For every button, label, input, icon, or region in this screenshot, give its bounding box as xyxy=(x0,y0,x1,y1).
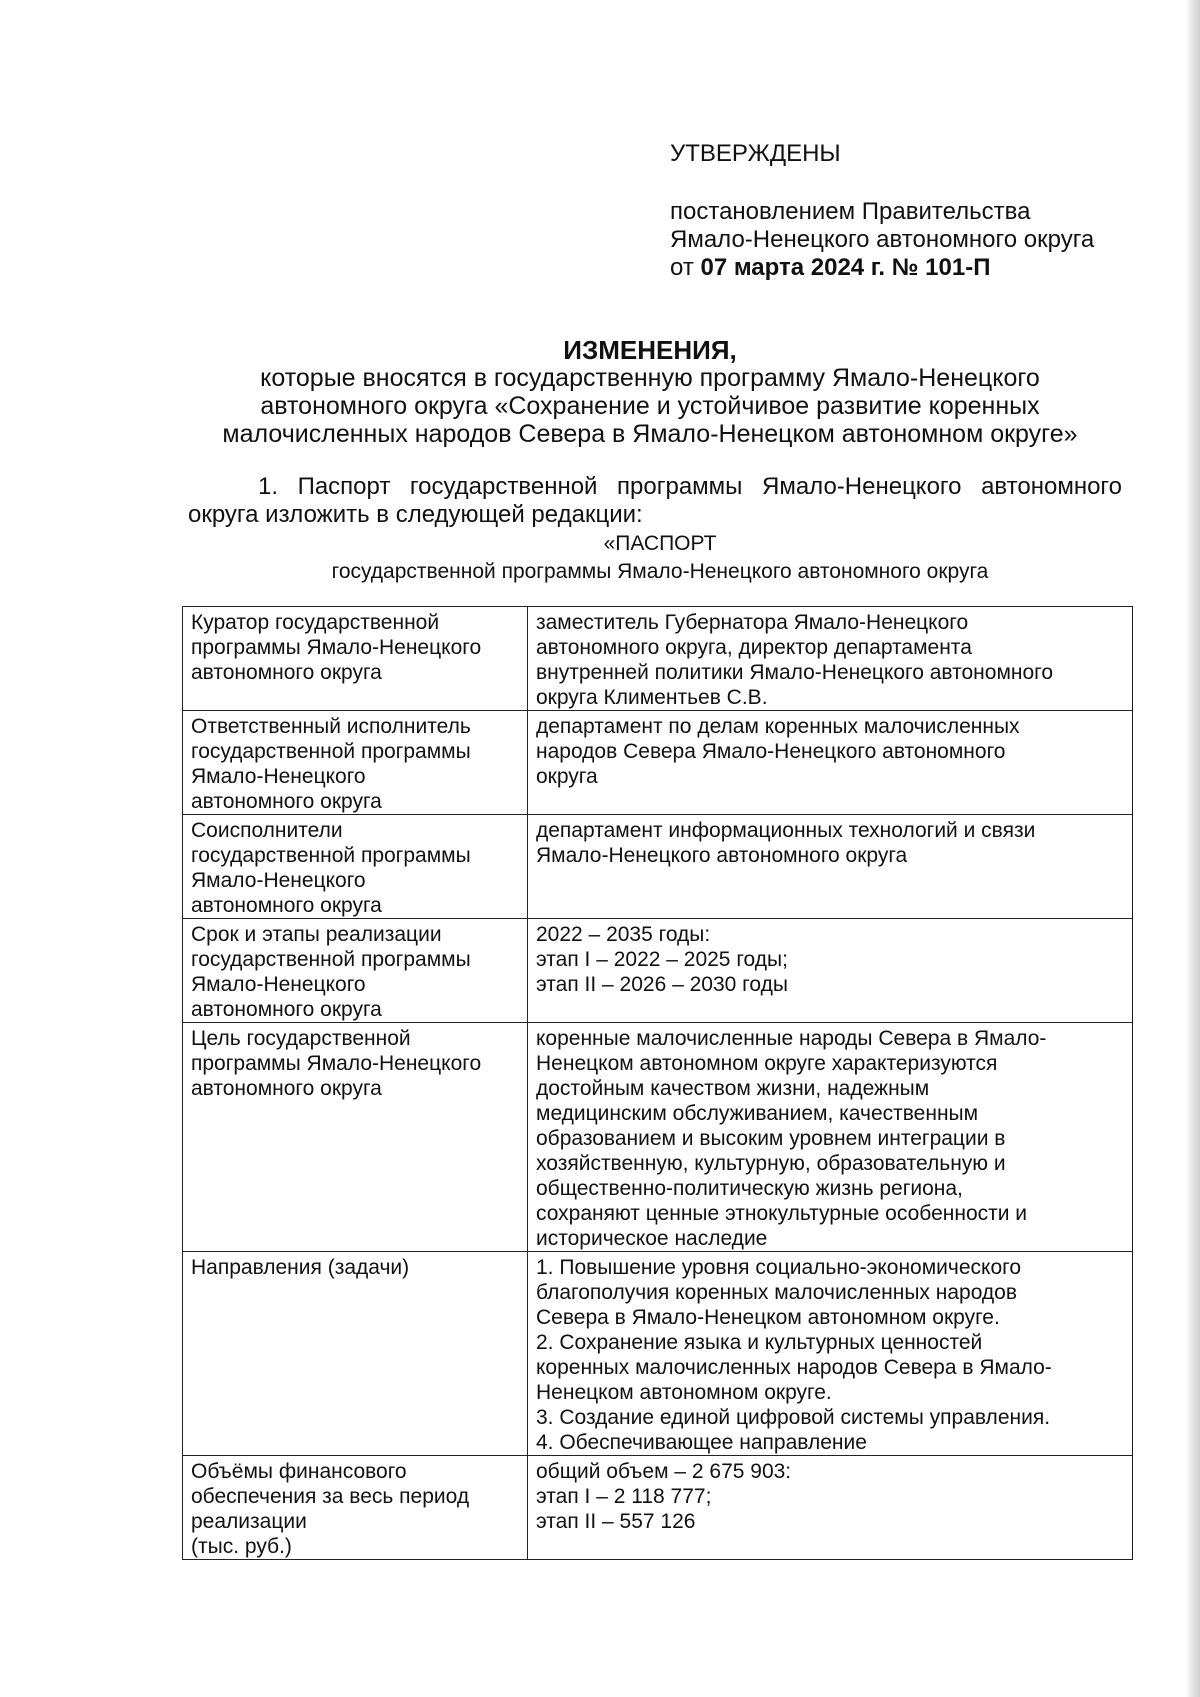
passport-value-cell xyxy=(528,1456,1133,1560)
passport-label-line: реализации xyxy=(191,1510,307,1533)
passport-label-line: автономного округа xyxy=(191,661,382,684)
passport-label-line: Куратор государственной xyxy=(191,611,440,634)
approval-title: УТВЕРЖДЕНЫ xyxy=(670,140,841,167)
passport-label-line: государственной программы xyxy=(191,740,471,763)
passport-label-cell xyxy=(183,1023,528,1252)
passport-value-line: образованием и высоким уровнем интеграции в xyxy=(536,1127,1006,1150)
approval-date-number: 07 марта 2024 г. № 101-П xyxy=(700,254,991,281)
passport-label-line: Объёмы финансового xyxy=(191,1460,407,1483)
passport-value-line: Ненецком автономном округе. xyxy=(536,1381,832,1404)
passport-label-line: обеспечения за весь период xyxy=(191,1485,470,1508)
passport-value-line: 4. Обеспечивающее направление xyxy=(536,1431,867,1454)
approval-date-prefix: от xyxy=(670,254,694,281)
page-edge-shadow xyxy=(1186,0,1200,1697)
passport-label-cell xyxy=(183,607,528,711)
passport-value-cell xyxy=(528,711,1133,815)
passport-label-line: программы Ямало-Ненецкого xyxy=(191,1052,482,1075)
passport-value-line: Ямало-Ненецкого автономного округа xyxy=(536,844,908,867)
passport-label-cell xyxy=(183,1252,528,1456)
passport-row xyxy=(183,1252,1133,1456)
approval-line-1: постановлением Правительства xyxy=(670,198,1031,225)
passport-value-line: этап II – 2026 – 2030 годы xyxy=(536,973,788,996)
passport-value-line: этап II – 557 126 xyxy=(536,1510,696,1533)
passport-value-line: медицинским обслуживанием, качественным xyxy=(536,1102,979,1125)
passport-label-line: (тыс. руб.) xyxy=(191,1535,292,1558)
item-1-paragraph: 1. Паспорт государственной программы Ямало-Ненецкого автономного округа изложить в следующей редакции: xyxy=(188,473,1122,528)
passport-label-line: автономного округа xyxy=(191,790,382,813)
passport-label-line: Направления (задачи) xyxy=(191,1256,410,1279)
passport-value-cell xyxy=(528,815,1133,919)
passport-label-cell xyxy=(183,815,528,919)
changes-subtitle-line-2: автономного округа «Сохранение и устойчивое развитие коренных xyxy=(260,392,1040,420)
passport-label-cell xyxy=(183,1456,528,1560)
passport-label-line: Ямало-Ненецкого xyxy=(191,869,366,892)
passport-row xyxy=(183,1023,1133,1252)
passport-label-line: Соисполнители xyxy=(191,819,343,842)
passport-table xyxy=(182,606,1133,1560)
approval-date-line xyxy=(670,254,1150,282)
passport-value-line: 2022 – 2035 годы: xyxy=(536,923,711,946)
passport-value-line: округа xyxy=(536,765,598,788)
passport-value-cell xyxy=(528,1252,1133,1456)
approval-line-2: Ямало-Ненецкого автономного округа xyxy=(670,226,1095,253)
passport-label-line: Ямало-Ненецкого xyxy=(191,765,366,788)
passport-value-cell xyxy=(528,607,1133,711)
passport-value-line: 2. Сохранение языка и культурных ценностей xyxy=(536,1331,983,1354)
passport-value-line: заместитель Губернатора Ямало-Ненецкого xyxy=(536,611,969,634)
approval-block xyxy=(670,140,1150,282)
passport-label-line: автономного округа xyxy=(191,1077,382,1100)
passport-table-body xyxy=(183,607,1133,1560)
passport-label-line: государственной программы xyxy=(191,844,471,867)
passport-row xyxy=(183,1456,1133,1560)
passport-label-line: программы Ямало-Ненецкого xyxy=(191,636,482,659)
passport-label-cell xyxy=(183,919,528,1023)
passport-value-line: Ненецком автономном округе характеризуются xyxy=(536,1052,998,1075)
passport-value-line: департамент по делам коренных малочисленных xyxy=(536,715,1020,738)
passport-value-line: внутренней политики Ямало-Ненецкого автономного xyxy=(536,661,1054,684)
changes-heading xyxy=(180,336,1120,448)
passport-value-line: достойным качеством жизни, надежным xyxy=(536,1077,930,1100)
passport-heading xyxy=(180,530,1140,586)
passport-label-cell xyxy=(183,711,528,815)
passport-label-line: автономного округа xyxy=(191,894,382,917)
passport-value-line: сохраняют ценные этнокультурные особенности и xyxy=(536,1202,1028,1225)
changes-subtitle-line-1: которые вносятся в государственную программу Ямало-Ненецкого xyxy=(260,364,1040,392)
passport-label-line: Срок и этапы реализации xyxy=(191,923,442,946)
passport-title: «ПАСПОРТ xyxy=(603,532,717,555)
passport-value-line: этап I – 2 118 777; xyxy=(536,1485,712,1508)
passport-value-cell xyxy=(528,1023,1133,1252)
passport-value-line: этап I – 2022 – 2025 годы; xyxy=(536,948,788,971)
passport-label-line: Ответственный исполнитель xyxy=(191,715,471,738)
changes-subtitle-line-3: малочисленных народов Севера в Ямало-Ненецком автономном округе» xyxy=(222,420,1078,448)
passport-value-line: благополучия коренных малочисленных народов xyxy=(536,1281,1018,1304)
passport-value-line: общественно-политическую жизнь региона, xyxy=(536,1177,963,1200)
passport-value-line: 3. Создание единой цифровой системы управления. xyxy=(536,1406,1051,1429)
passport-row xyxy=(183,815,1133,919)
passport-value-line: хозяйственную, культурную, образовательную и xyxy=(536,1152,1006,1175)
passport-value-line: общий объем – 2 675 903: xyxy=(536,1460,792,1483)
passport-label-line: Ямало-Ненецкого xyxy=(191,973,366,996)
passport-value-line: 1. Повышение уровня социально-экономического xyxy=(536,1256,1021,1279)
passport-value-line: народов Севера Ямало-Ненецкого автономного xyxy=(536,740,1006,763)
passport-row xyxy=(183,607,1133,711)
passport-subtitle: государственной программы Ямало-Ненецкого автономного округа xyxy=(331,560,989,583)
passport-value-cell xyxy=(528,919,1133,1023)
passport-value-line: Севера в Ямало-Ненецком автономном округе. xyxy=(536,1306,1000,1329)
passport-value-line: коренные малочисленные народы Севера в Ямало- xyxy=(536,1027,1047,1050)
changes-title: ИЗМЕНЕНИЯ, xyxy=(563,335,737,365)
passport-value-line: округа Климентьев С.В. xyxy=(536,686,768,709)
passport-value-line: департамент информационных технологий и связи xyxy=(536,819,1036,842)
passport-label-line: государственной программы xyxy=(191,948,471,971)
passport-row xyxy=(183,919,1133,1023)
passport-value-line: автономного округа, директор департамента xyxy=(536,636,972,659)
passport-label-line: автономного округа xyxy=(191,998,382,1021)
passport-value-line: историческое наследие xyxy=(536,1227,768,1250)
passport-value-line: коренных малочисленных народов Севера в Ямало- xyxy=(536,1356,1052,1379)
passport-row xyxy=(183,711,1133,815)
passport-label-line: Цель государственной xyxy=(191,1027,411,1050)
